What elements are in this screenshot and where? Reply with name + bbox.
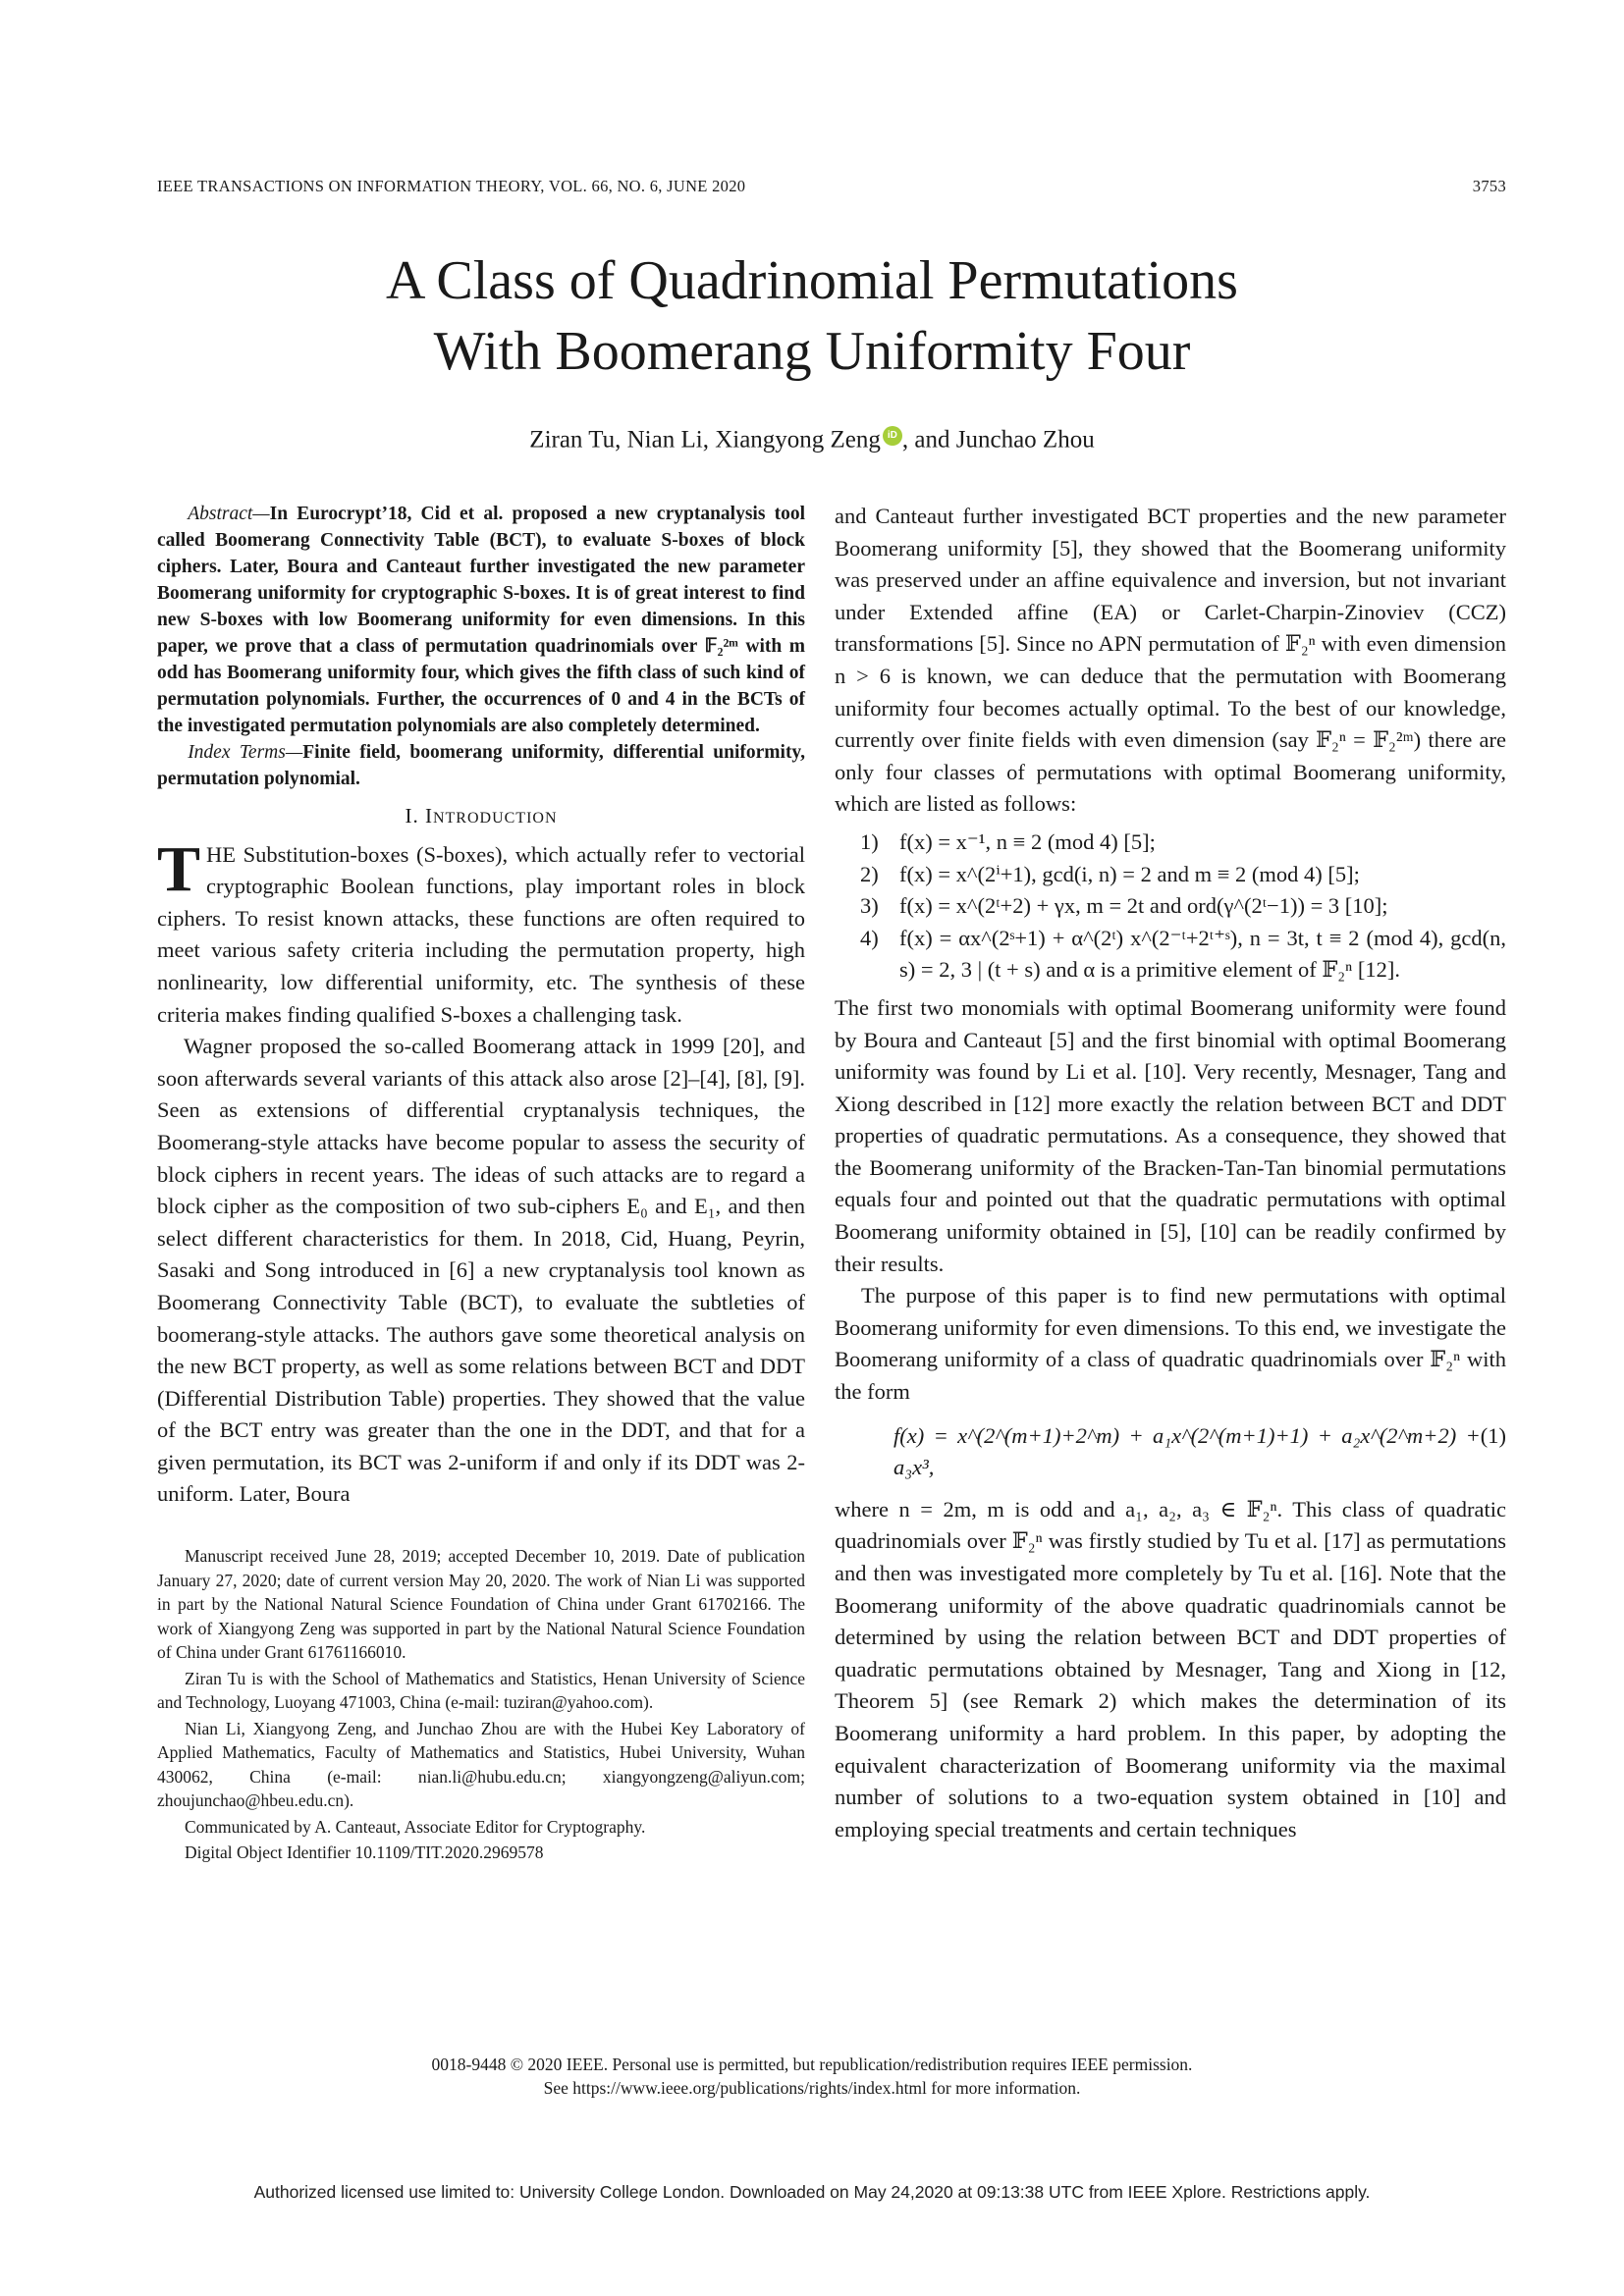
authorized-use-footer: Authorized licensed use limited to: University College London. Downloaded on May 24,2020 at 09:13:38 UTC from IEEE Xplore. Restrictions apply. xyxy=(253,2182,1371,2202)
section-heading-introduction xyxy=(157,800,805,835)
footnotes xyxy=(157,1544,805,1865)
optimal-permutations-list xyxy=(835,827,1506,987)
index-terms-text: Finite field, boomerang uniformity, differential uniformity, permutation polynomial. xyxy=(157,742,805,789)
equation-1 xyxy=(835,1409,1506,1494)
intro-paragraph-1 xyxy=(157,832,805,1032)
abstract-text: In Eurocrypt’18, Cid et al. proposed a new cryptanalysis tool called Boomerang Connectivity Table (BCT), to evaluate S-boxes of block ciphers. Later, Boura and Canteaut further investigated the new parameter Boomerang uniformity for cryptographic S-boxes. It is of great interest to find new S-boxes with low Boomerang uniformity for even dimensions. In this paper, we prove that a class of permutation quadrinomials over 𝔽₂²ᵐ with m odd has Boomerang uniformity four, which gives the fifth class of such kind of permutation polynomials. Further, the occurrences of 0 and 4 in the BCTs of the investigated permutation polynomials are also completely determined. xyxy=(157,504,805,736)
section-title-first: I xyxy=(424,804,433,828)
abstract xyxy=(157,501,805,739)
title-line-1: A Class of Quadrinomial Permutations xyxy=(386,250,1238,311)
right-paragraph-4: where n = 2m, m is odd and a₁, a₂, a₃ ∈ 𝔽₂ⁿ. This class of quadratic quadrinomials over 𝔽₂ⁿ was firstly studied by Tu et al. [17] as permutations and then was investigated more completely by Tu et al. [16]. Note that the Boomerang uniformity of the above quadratic quadrinomials cannot be determined by using the relation between BCT and DDT properties of quadratic permutations obtained by Mesnager, Tang and Xiong in [12, Theorem 5] (see Remark 2) which makes the determination of its Boomerang uniformity a hard problem. In this paper, by adopting the equivalent characterization of Boomerang uniformity via the maximal number of solutions to a two-equation system obtained in [10] and employing special treatments and certain techniques xyxy=(835,1496,1506,1842)
author-list xyxy=(0,426,1624,454)
equation-number: (1) xyxy=(1480,1422,1506,1448)
paper-title xyxy=(0,245,1624,387)
index-terms-lead: Index Terms— xyxy=(188,742,303,763)
footnote-authors-hubei: Nian Li, Xiangyong Zeng, and Junchao Zhou are with the Hubei Key Laboratory of Applied Mathematics, Faculty of Mathematics and Statistics, Hubei University, Wuhan 430062, China (e-mail: nian.li@hubu.edu.cn; xiangyongzeng@aliyun.com; zhoujunchao@hbeu.edu.cn). xyxy=(157,1718,805,1811)
copyright-line-2: See https://www.ieee.org/publications/rights/index.html for more information. xyxy=(543,2078,1081,2098)
title-line-2: With Boomerang Uniformity Four xyxy=(433,321,1191,382)
page-number: 3753 xyxy=(1472,177,1506,195)
equation-body: f(x) = x^(2^(m+1)+2^m) + a₁x^(2^(m+1)+1) + a₂x^(2^m+2) + a₃x³, xyxy=(893,1422,1481,1480)
footnote-author-tu: Ziran Tu is with the School of Mathematics and Statistics, Henan University of Science and Technology, Luoyang 471003, China (e-mail: tuziran@yahoo.com). xyxy=(157,1668,805,1713)
list-item: 4) f(x) = αx^(2ˢ+1) + α^(2ᵗ) x^(2⁻ᵗ+2ᵗ⁺ˢ), n = 3t, t ≡ 2 (mod 4), gcd(n, s) = 2, 3 | (t + s) and α is a primitive element of 𝔽₂ⁿ [12]. xyxy=(860,925,1506,983)
intro-paragraph-2: Wagner proposed the so-called Boomerang attack in 1999 [20], and soon afterwards several variants of this attack also arose [2]–[4], [8], [9]. Seen as extensions of differential cryptanalysis techniques, the Boomerang-style attacks have become popular to assess the security of block ciphers in recent years. The ideas of such attacks are to regard a block cipher as the composition of two sub-ciphers E₀ and E₁, and then select different characteristics for them. In 2018, Cid, Huang, Peyrin, Sasaki and Song introduced in [6] a new cryptanalysis tool known as Boomerang Connectivity Table (BCT), to evaluate the subtleties of boomerang-style attacks. The authors gave some theoretical analysis on the new BCT property, as well as some relations between BCT and DDT (Differential Distribution Table) properties. They showed that the value of the BCT entry was greater than the one in the DDT, and that for a given permutation, its BCT was 2-uniform if and only if its DDT was 2-uniform. Later, Boura xyxy=(157,1034,805,1507)
orcid-icon[interactable]: iD xyxy=(883,426,902,446)
right-paragraph-1: and Canteaut further investigated BCT properties and the new parameter Boomerang uniformity [5], they showed that the Boomerang uniformity was preserved under an affine equivalence and inversion, but not invariant under Extended affine (EA) or Carlet-Charpin-Zinoviev (CCZ) transformations [5]. Since no APN permutation of 𝔽₂ⁿ with even dimension n > 6 is known, we can deduce that the permutation with Boomerang uniformity four becomes actually optimal. To the best of our knowledge, currently over finite fields with even dimension (say 𝔽₂ⁿ = 𝔽₂²ᵐ) there are only four classes of permutations with optimal Boomerang uniformity, which are listed as follows: xyxy=(835,504,1506,817)
drop-cap: T xyxy=(157,832,201,905)
copyright-line-1: 0018-9448 © 2020 IEEE. Personal use is permitted, but republication/redistribution requires IEEE permission. xyxy=(431,2055,1193,2074)
copyright-notice xyxy=(0,2053,1624,2100)
footnote-manuscript: Manuscript received June 28, 2019; accepted December 10, 2019. Date of publication January 27, 2020; date of current version May 20, 2020. The work of Nian Li was supported in part by the National Natural Science Foundation of China under Grant 61702166. The work of Xiangyong Zeng was supported in part by the National Natural Science Foundation of China under Grant 61761166010. xyxy=(157,1546,805,1663)
running-head xyxy=(157,177,1506,196)
list-item: 2) f(x) = x^(2ⁱ+1), gcd(i, n) = 2 and m ≡ 2 (mod 4) [5]; xyxy=(860,861,1360,886)
authors-text-end: , and Junchao Zhou xyxy=(901,426,1095,454)
authors-text: Ziran Tu, Nian Li, Xiangyong Zeng xyxy=(529,426,881,454)
index-terms xyxy=(157,739,805,792)
footnote-communicated: Communicated by A. Canteaut, Associate Editor for Cryptography. xyxy=(185,1816,646,1837)
section-numeral: I. xyxy=(405,804,425,828)
left-column xyxy=(157,501,805,1867)
abstract-lead: Abstract— xyxy=(188,504,270,524)
list-item: 3) f(x) = x^(2ᵗ+2) + γx, m = 2t and ord(γ^(2ᵗ−1)) = 3 [10]; xyxy=(860,893,1388,919)
right-column xyxy=(835,501,1506,1845)
section-title-rest: NTRODUCTION xyxy=(432,810,558,827)
right-paragraph-3: The purpose of this paper is to find new permutations with optimal Boomerang uniformity for even dimensions. To this end, we investigate the Boomerang uniformity of a class of quadratic quadrinomials over 𝔽₂ⁿ with the form xyxy=(835,1283,1506,1405)
intro-p1-text: HE Substitution-boxes (S-boxes), which actually refer to vectorial cryptographic Boolean functions, play important roles in block ciphers. To resist known attacks, these functions are often required to meet various safety criteria including the permutation property, high nonlinearity, low differential uniformity, etc. The synthesis of these criteria makes finding qualified S-boxes a challenging task. xyxy=(157,841,805,1027)
list-item: 1) f(x) = x⁻¹, n ≡ 2 (mod 4) [5]; xyxy=(860,828,1156,854)
journal-name: IEEE TRANSACTIONS ON INFORMATION THEORY, VOL. 66, NO. 6, JUNE 2020 xyxy=(157,177,746,195)
footnote-doi: Digital Object Identifier 10.1109/TIT.2020.2969578 xyxy=(185,1842,544,1863)
right-paragraph-2: The first two monomials with optimal Boomerang uniformity were found by Boura and Canteaut [5] and the first binomial with optimal Boomerang uniformity was found by Li et al. [10]. Very recently, Mesnager, Tang and Xiong described in [12] more exactly the relation between BCT and DDT properties of quadratic permutations. As a consequence, they showed that the Boomerang uniformity of the Bracken-Tan-Tan binomial permutations equals four and pointed out that the quadratic permutations with optimal Boomerang uniformity obtained in [5], [10] can be readily confirmed by their results. xyxy=(835,994,1506,1276)
